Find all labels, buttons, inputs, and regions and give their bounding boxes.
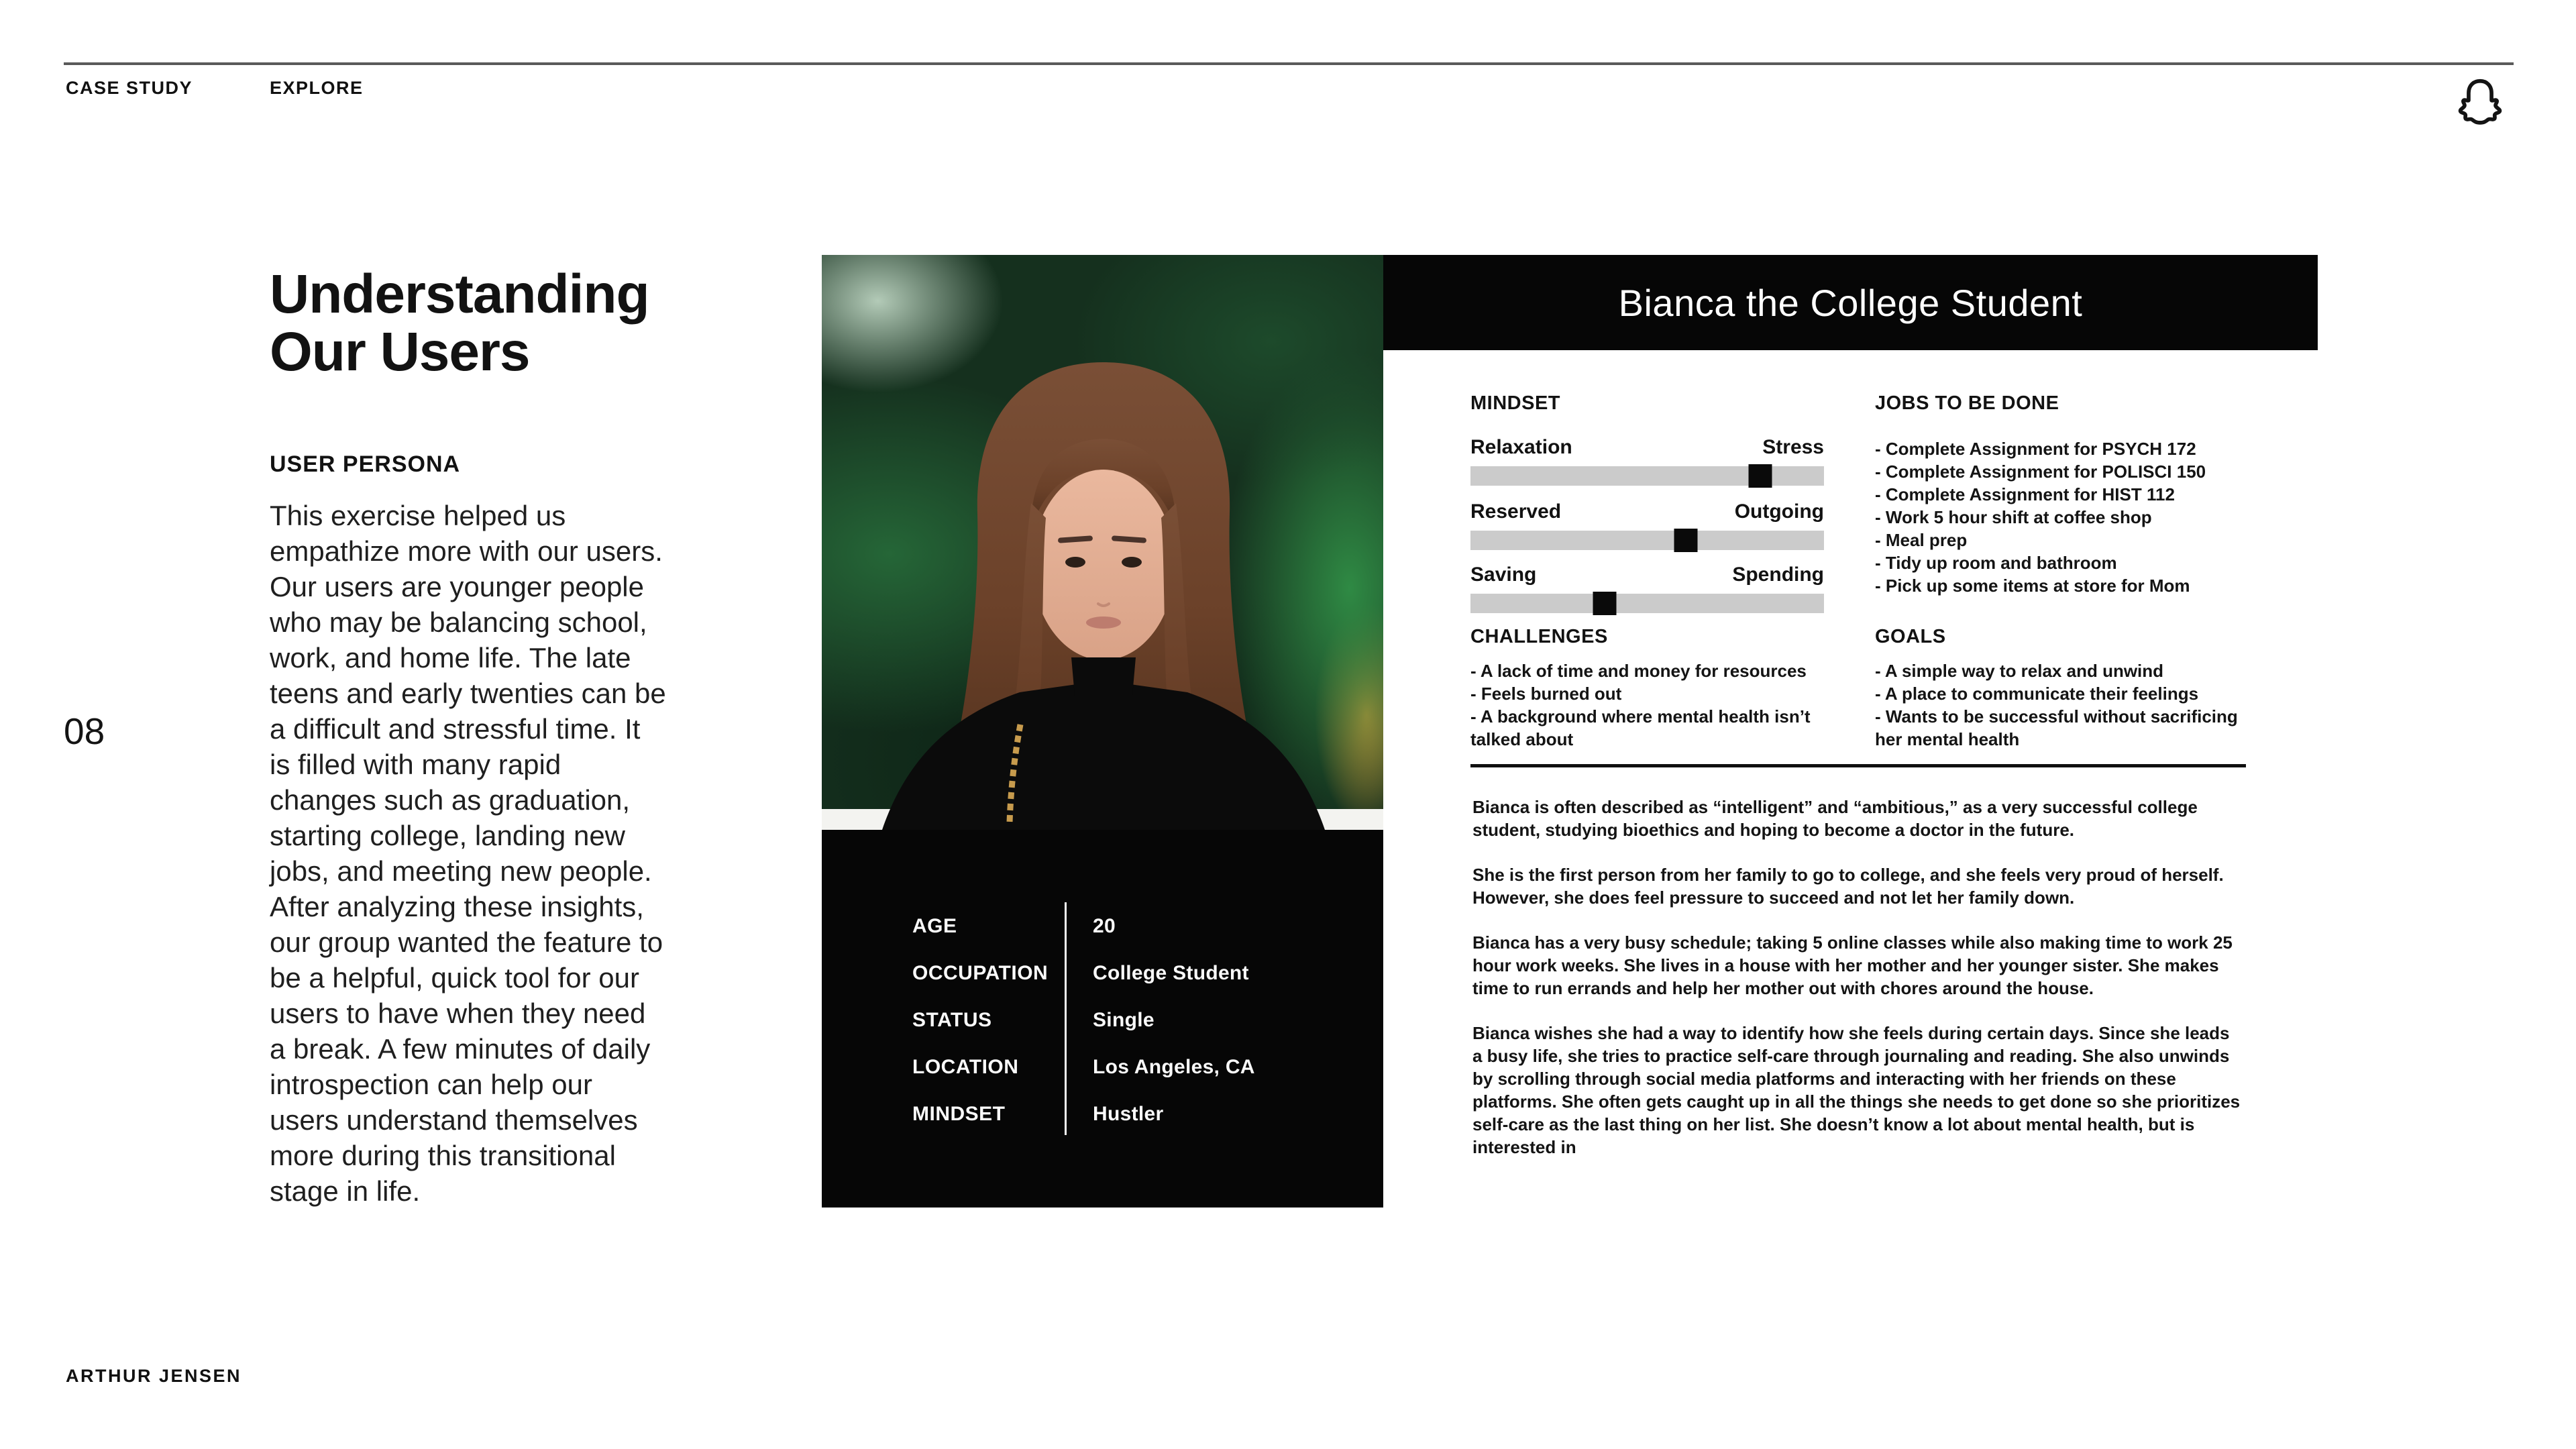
job-item: - Meal prep (1875, 530, 1968, 550)
slider-left-label: Relaxation (1470, 436, 1572, 458)
slider-handle (1674, 529, 1698, 552)
portrait-illustration (822, 255, 1383, 830)
bio-paragraph: Bianca wishes she had a way to identify how she feels during certain days. Since she leads a busy life, she tries to practice self-care through journaling and reading. She also unwinds by scrolling through social media platforms and interacting with her friends on these platforms. She often gets caught up in all the things she needs to get done so she prioritizes self-care as the last thing on her list. She doesn’t know a lot about mental health, but is interested in (1472, 1023, 2241, 1157)
section-body-text: This exercise helped us empathize more with our users. Our users are younger people who may be balancing school, work, and home life. The late teens and early twenties can be a difficult and stressful time. It is filled with many rapid changes such as graduation, starting college, landing new jobs, and meeting new people. After analyzing these insights, our group wanted the feature to be a helpful, quick tool for our users to have when they need a break. A few minutes of daily introspection can help our users understand themselves more during this transitional stage in life. (270, 500, 666, 1207)
goals-list (1875, 659, 2251, 751)
mindset-slider-relaxation-stress (1470, 436, 1824, 500)
info-value-mindset: Hustler (1093, 1103, 1164, 1125)
challenges-section-title: CHALLENGES (1470, 626, 1608, 647)
info-value-age: 20 (1093, 915, 1116, 937)
job-item: - Work 5 hour shift at coffee shop (1875, 507, 2152, 527)
page-number: 08 (64, 710, 105, 752)
slider-handle (1749, 464, 1772, 488)
job-item: - Complete Assignment for POLISCI 150 (1875, 462, 2206, 482)
slider-left-label: Reserved (1470, 500, 1562, 523)
goals-section-title: GOALS (1875, 626, 1946, 647)
info-value-location: Los Angeles, CA (1093, 1056, 1255, 1078)
goal-item: - A place to communicate their feelings (1875, 684, 2199, 704)
persona-bio (1472, 796, 2244, 1181)
info-divider (1065, 902, 1067, 1135)
bio-paragraph: Bianca is often described as “intelligent” and “ambitious,” as a very successful college student, studying bioethics and hoping to become a doctor in the future. (1472, 797, 2198, 840)
jobs-section-title: JOBS TO BE DONE (1875, 392, 2059, 414)
slider-track (1470, 594, 1824, 613)
challenge-item: - Feels burned out (1470, 684, 1622, 704)
persona-card (822, 255, 2318, 1208)
job-item: - Pick up some items at store for Mom (1875, 576, 2190, 596)
job-item: - Tidy up room and bathroom (1875, 553, 2117, 573)
slider-right-label: Outgoing (1734, 500, 1824, 523)
slider-right-label: Spending (1732, 564, 1824, 586)
bio-paragraph: She is the first person from her family to go to college, and she feels very proud of herself. However, she does feel pressure to succeed and not let her family down. (1472, 865, 2224, 908)
info-label-age: AGE (912, 915, 957, 937)
page-title-line-1: Understanding (270, 264, 649, 325)
info-label-occupation: OCCUPATION (912, 962, 1049, 984)
slider-left-label: Saving (1470, 564, 1537, 586)
page-title-line-2: Our Users (270, 321, 530, 382)
mindset-slider-saving-spending (1470, 564, 1824, 627)
job-item: - Complete Assignment for HIST 112 (1875, 484, 2175, 504)
challenges-list (1470, 659, 1829, 751)
slider-right-label: Stress (1762, 436, 1824, 458)
challenge-item: - A background where mental health isn’t talked about (1470, 706, 1811, 749)
persona-detail-panel (1383, 255, 2318, 1208)
slider-track (1470, 531, 1824, 550)
info-label-status: STATUS (912, 1009, 992, 1031)
info-label-mindset: MINDSET (912, 1103, 1006, 1125)
nav-explore[interactable]: EXPLORE (270, 78, 364, 98)
persona-name: Bianca the College Student (1618, 281, 2083, 324)
page-title (270, 266, 739, 381)
footer-author: ARTHUR JENSEN (66, 1366, 242, 1386)
mindset-slider-reserved-outgoing (1470, 500, 1824, 564)
persona-header (1383, 255, 2318, 350)
slider-handle (1593, 592, 1617, 615)
persona-info-panel (822, 830, 1383, 1208)
top-rule (64, 62, 2514, 65)
goal-item: - A simple way to relax and unwind (1875, 661, 2164, 681)
section-eyebrow: USER PERSONA (270, 451, 461, 477)
persona-body (1383, 350, 2318, 1208)
goal-item: - Wants to be successful without sacrificing her mental health (1875, 706, 2238, 749)
info-value-occupation: College Student (1093, 962, 1249, 984)
job-item: - Complete Assignment for PSYCH 172 (1875, 439, 2196, 459)
snapchat-ghost-icon[interactable] (2452, 75, 2508, 131)
info-value-status: Single (1093, 1009, 1155, 1031)
nav-case-study[interactable]: CASE STUDY (66, 78, 193, 98)
jobs-list (1875, 437, 2311, 597)
persona-photo (822, 255, 1383, 830)
info-label-location: LOCATION (912, 1056, 1019, 1078)
slider-track (1470, 466, 1824, 486)
challenge-item: - A lack of time and money for resources (1470, 661, 1807, 681)
bio-paragraph: Bianca has a very busy schedule; taking 5 online classes while also making time to work 25 hour work weeks. She lives in a house with her mother and her younger sister. She makes time to run errands and help her mother out with chores around the house. (1472, 932, 2233, 998)
bio-divider (1470, 764, 2246, 767)
mindset-section-title: MINDSET (1470, 392, 1560, 414)
